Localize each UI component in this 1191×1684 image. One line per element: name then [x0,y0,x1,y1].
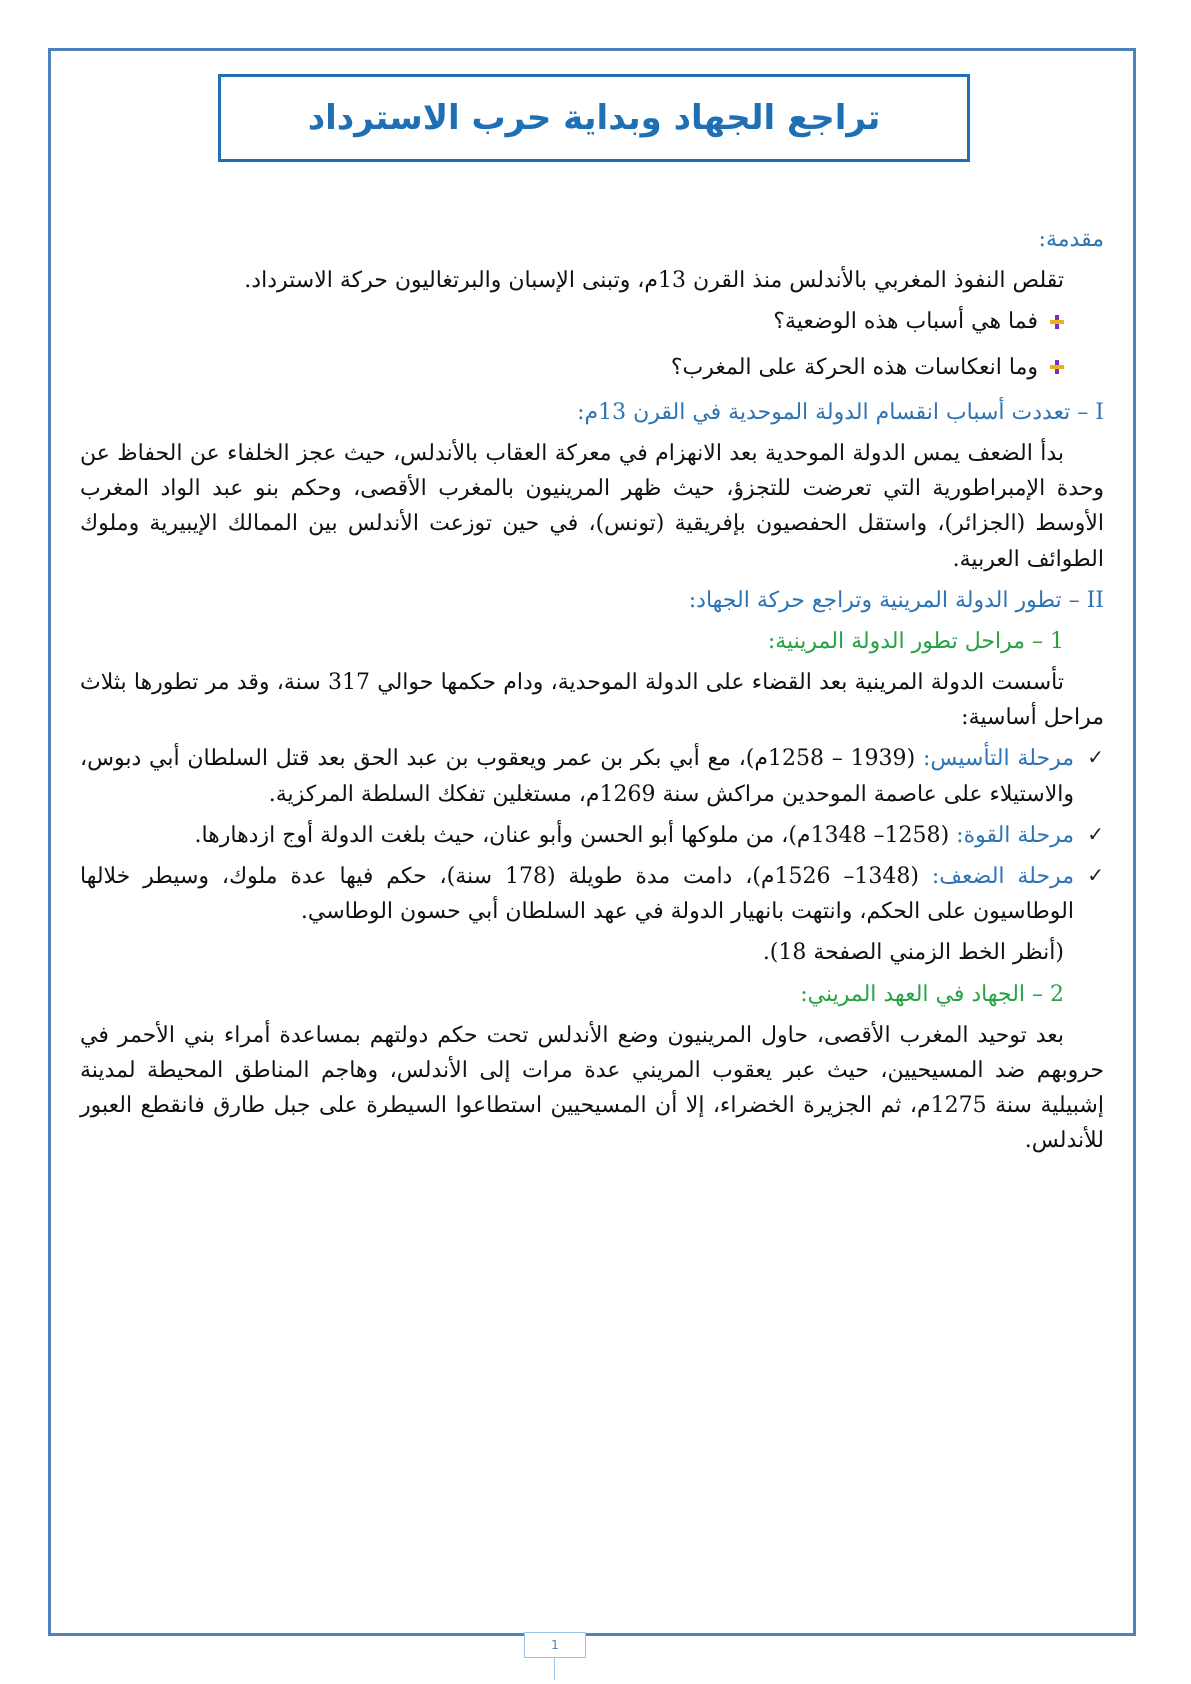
stage-item [80,859,1104,929]
stage-label: مرحلة القوة: [956,822,1074,848]
checkmark-icon: ✓ [1087,745,1104,770]
question-text: وما انعكاسات هذه الحركة على المغرب؟ [670,354,1038,380]
stage-item [80,741,1104,811]
section-1-text: بدأ الضعف يمس الدولة الموحدية بعد الانهزام في معركة العقاب بالأندلس، حيث عجز الخلفاء عن الحفاظ عن وحدة الإمبراطورية التي تعرضت للتجزؤ، حيث ظهر المرينيون بالمغرب الأقصى، وحكم بنو عبد الواد المغرب الأوسط (الجزائر)، واستقل الحفصيون بإفريقية (تونس)، في حين توزعت الأندلس بين الممالك الإيبيرية وملوك الطوائف العربية. [80,440,1104,572]
stage-item [80,818,1104,853]
checkmark-icon: ✓ [1087,863,1104,887]
page-number: 1 [524,1632,586,1658]
stage-text: (1939 – 1258م)، مع أبي بكر بن عمر ويعقوب بن عبد الحق بعد قتل السلطان أبي دبوس، والاستيلاء على عاصمة الموحدين مراكش سنة 1269م، مستغلين تفكك السلطة المركزية. [80,746,1074,807]
subsection-1-text: تأسست الدولة المرينية بعد القضاء على الدولة الموحدية، ودام حكمها حوالي 317 سنة، وقد مر تطورها بثلاث مراحل أساسية: [80,670,1104,731]
page-title: تراجع الجهاد وبداية حرب الاسترداد [307,98,881,138]
question-item [80,350,1064,385]
document-body [80,222,1104,1165]
question-item [80,304,1064,339]
stages-list [80,741,1104,929]
subsection-2-heading: 2 – الجهاد في العهد المريني: [800,981,1064,1007]
section-2-heading: II – تطور الدولة المرينية وتراجع حركة الجهاد: [688,587,1104,613]
footer-divider [554,1658,555,1680]
stage-text: (1348– 1526م)، دامت مدة طويلة (178 سنة)، حكم فيها عدة ملوك، وسيطر خلالها الوطاسيون على الحكم، وانتهت بانهيار الدولة في عهد السلطان أبي حسون الوطاسي. [80,864,1074,925]
question-text: فما هي أسباب هذه الوضعية؟ [773,309,1038,335]
section-1-heading: I – تعددت أسباب انقسام الدولة الموحدية في القرن 13م: [577,399,1104,425]
stage-label: مرحلة التأسيس: [922,746,1074,772]
plus-bullet-icon [1050,315,1064,329]
intro-text: تقلص النفوذ المغربي بالأندلس منذ القرن 13م، وتبنى الإسبان والبرتغاليون حركة الاسترداد. [244,268,1064,294]
timeline-note: (أنظر الخط الزمني الصفحة 18). [762,940,1064,966]
checkmark-icon: ✓ [1087,821,1104,846]
intro-questions [80,304,1104,384]
subsection-1-heading: 1 – مراحل تطور الدولة المرينية: [767,628,1064,654]
plus-bullet-icon [1050,360,1064,374]
subsection-2-text: بعد توحيد المغرب الأقصى، حاول المرينيون وضع الأندلس تحت حكم دولتهم بمساعدة أمراء بني الأحمر في حروبهم ضد المسيحيين، حيث عبر يعقوب المريني عدة مرات إلى الأندلس، وهاجم المناطق المحيطة لمدينة إشبيلية سنة 1275م، ثم الجزيرة الخضراء، إلا أن المسيحيين استطاعوا السيطرة على جبل طارق فانقطع العبور للأندلس. [80,1022,1104,1154]
stage-text: (1258– 1348م)، من ملوكها أبو الحسن وأبو عنان، حيث بلغت الدولة أوج ازدهارها. [194,822,950,848]
title-box [218,74,970,162]
stage-label: مرحلة الضعف: [931,864,1074,889]
intro-heading: مقدمة: [1038,227,1104,252]
